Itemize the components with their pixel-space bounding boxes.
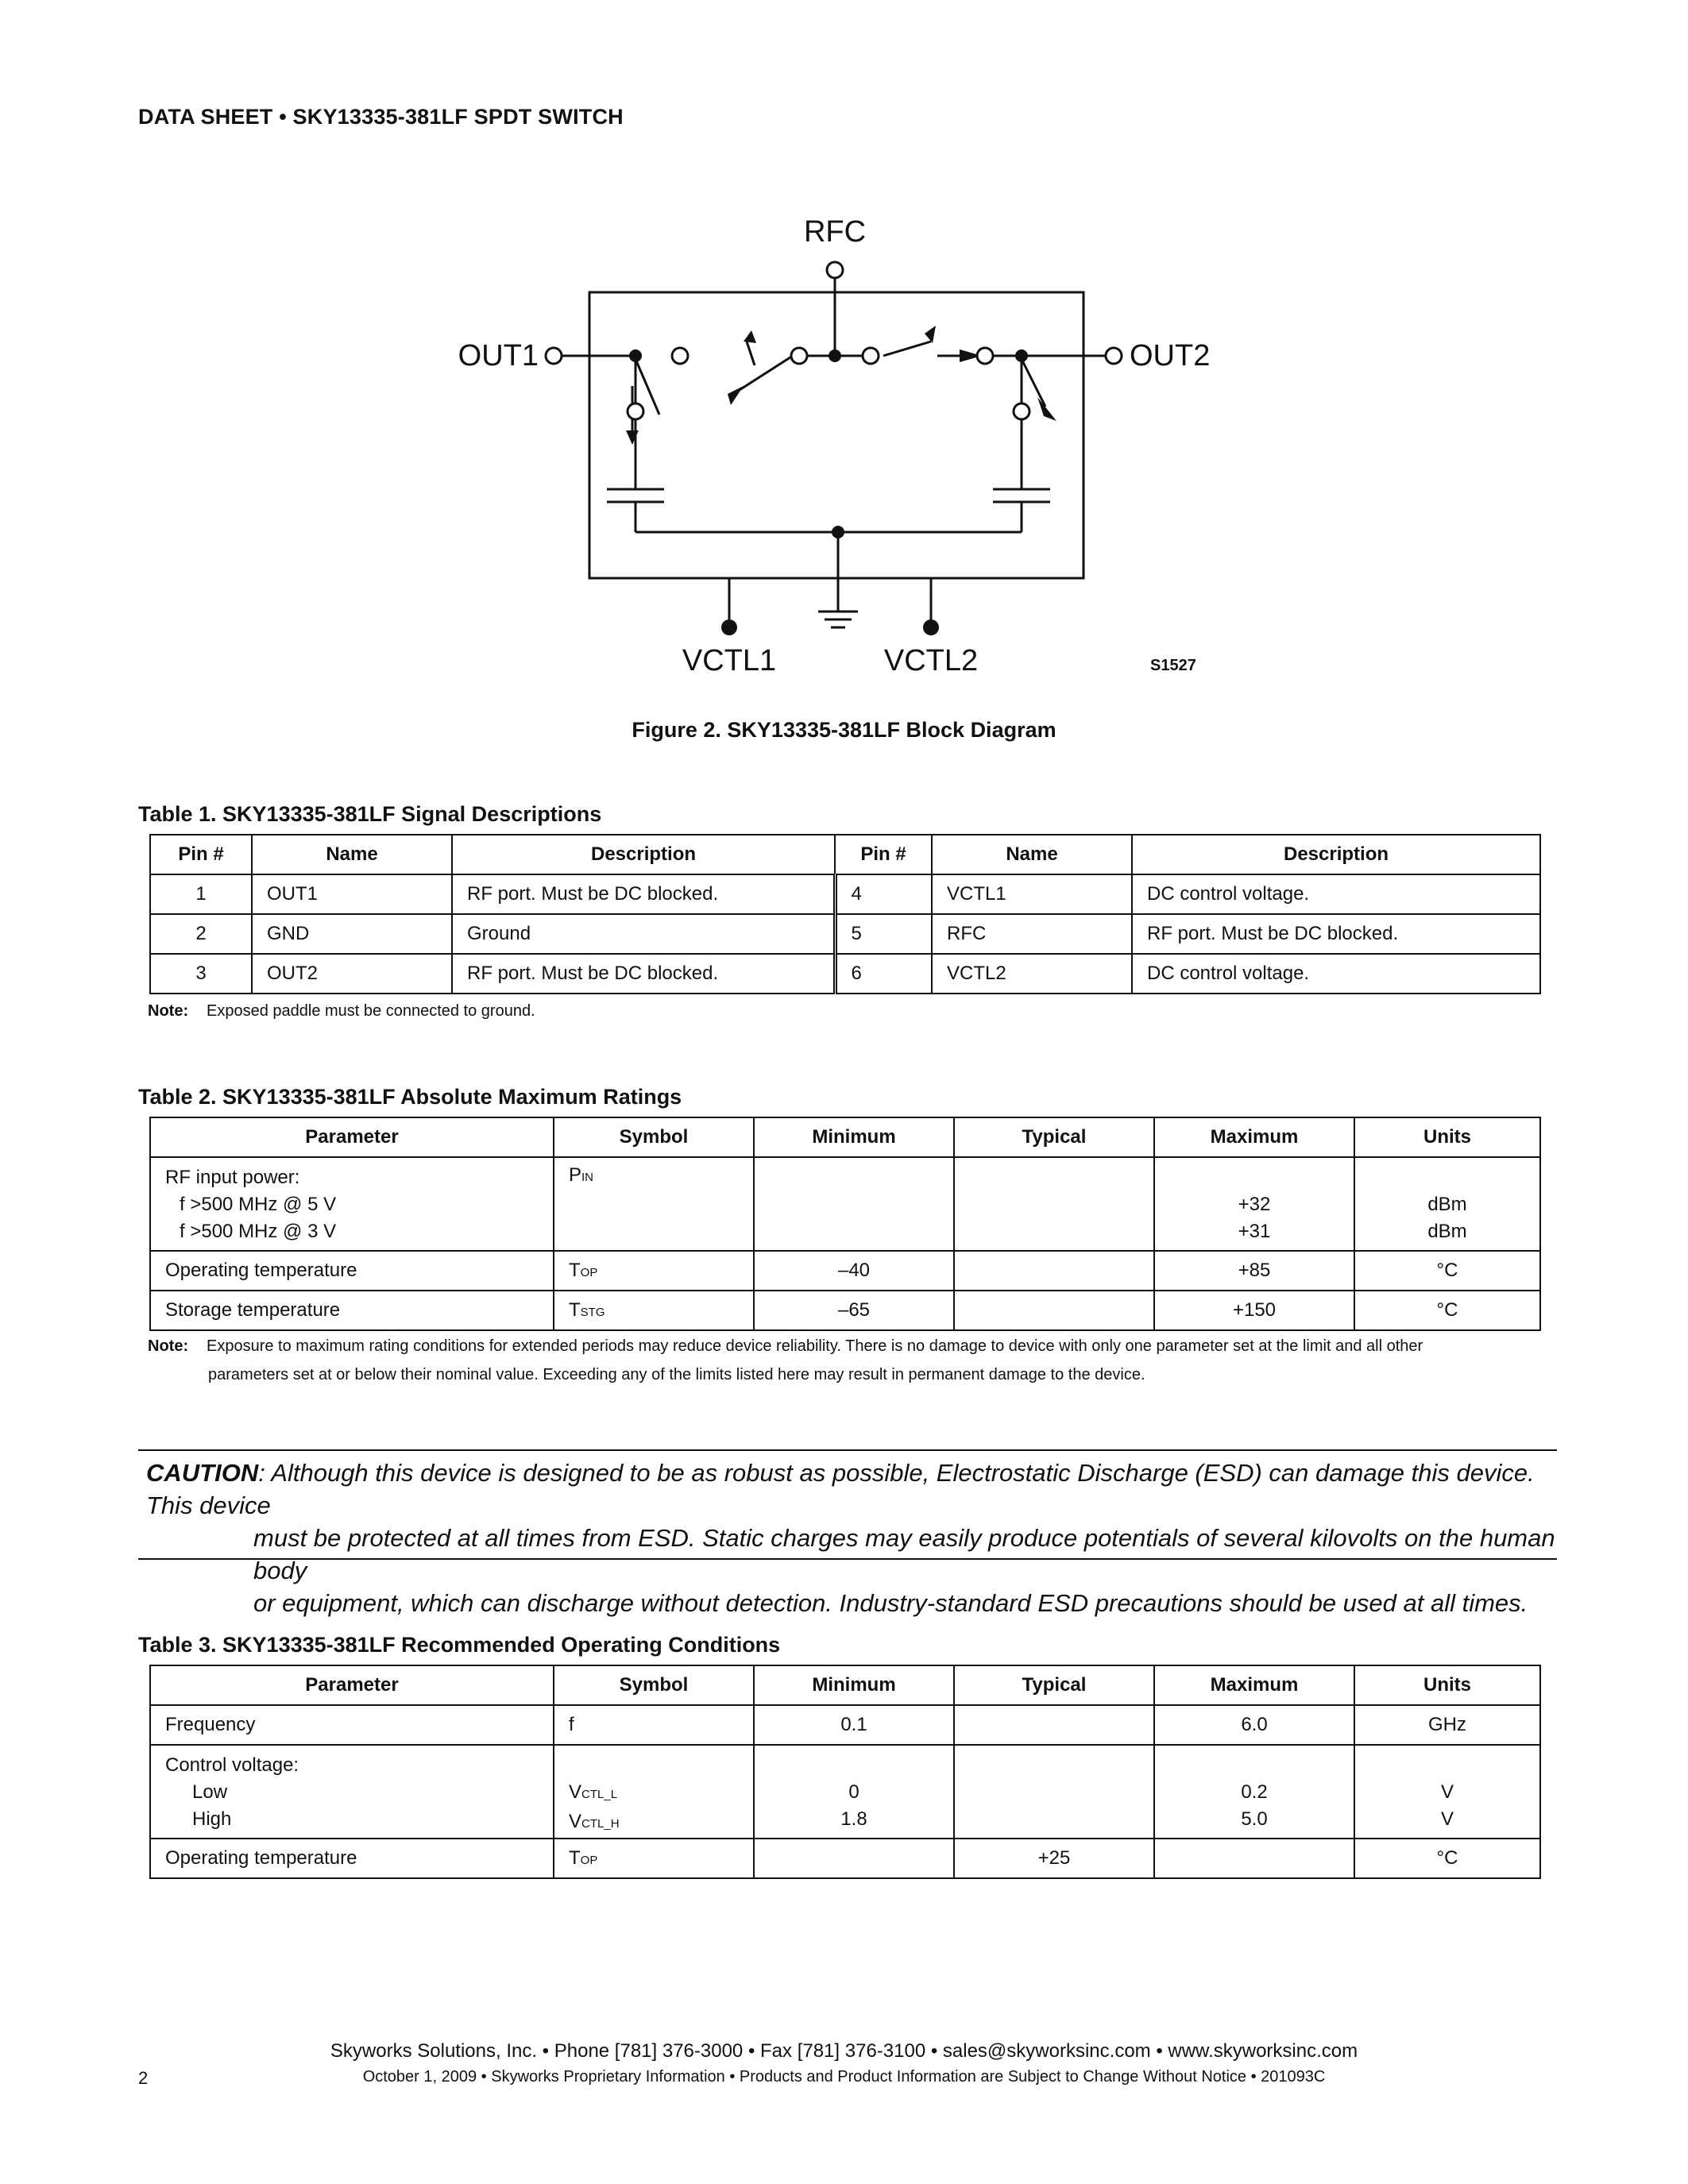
t1-cell: RF port. Must be DC blocked. xyxy=(1132,914,1540,954)
t1-cell: DC control voltage. xyxy=(1132,954,1540,994)
t2-header-min: Minimum xyxy=(754,1117,954,1157)
t2-cell: –65 xyxy=(754,1291,954,1330)
t3-cell xyxy=(1154,1745,1354,1839)
t3-header-typ: Typical xyxy=(954,1665,1154,1705)
page-number: 2 xyxy=(138,2068,149,2088)
t2-cell: °C xyxy=(1354,1291,1540,1330)
t2-cell xyxy=(954,1251,1154,1291)
rf-input-line1: f >500 MHz @ 5 V xyxy=(180,1194,337,1215)
table3 xyxy=(149,1665,1541,1879)
symbol: T xyxy=(569,1847,581,1869)
table2-title: Table 2. SKY13335-381LF Absolute Maximum Ratings xyxy=(138,1085,682,1109)
t2-cell xyxy=(754,1157,954,1251)
control-high: High xyxy=(192,1808,232,1830)
table-row xyxy=(150,874,1540,914)
table1-title: Table 1. SKY13335-381LF Signal Descriptions xyxy=(138,802,602,826)
t1-cell: OUT2 xyxy=(252,954,452,994)
t2-header-typ: Typical xyxy=(954,1117,1154,1157)
t3-cell: +25 xyxy=(954,1839,1154,1878)
t3-cell: °C xyxy=(1354,1839,1540,1878)
unit-value: V xyxy=(1440,1781,1454,1803)
t3-cell xyxy=(954,1745,1154,1839)
t3-header-symbol: Symbol xyxy=(554,1665,754,1705)
t1-cell: 2 xyxy=(150,914,252,954)
caution-label: CAUTION xyxy=(146,1459,259,1487)
symbol-sub: CTL_L xyxy=(581,1788,618,1801)
t1-cell: OUT1 xyxy=(252,874,452,914)
t1-header-desc: Description xyxy=(452,835,835,874)
table-row xyxy=(150,1745,1540,1839)
t1-cell: 4 xyxy=(835,874,932,914)
t2-cell: Storage temperature xyxy=(150,1291,554,1330)
table-row xyxy=(150,1839,1540,1878)
t3-header-min: Minimum xyxy=(754,1665,954,1705)
label-rfc: RFC xyxy=(803,215,867,249)
symbol: V xyxy=(569,1781,582,1803)
caution-line1: : Although this device is designed to be as robust as possible, Electrostatic Discharge (ESD) can damage this device. This device xyxy=(146,1459,1535,1519)
t1-cell: RF port. Must be DC blocked. xyxy=(452,874,835,914)
footer-legal: October 1, 2009 • Skyworks Proprietary Information • Products and Product Information are Subject to Change Without Notice • 201093C xyxy=(362,2068,1326,2086)
note-text: Exposure to maximum rating conditions for extended periods may reduce device reliability. There is no damage to device with only one parameter set at the limit and all other xyxy=(207,1337,1423,1355)
caution-text xyxy=(146,1457,1560,1619)
symbol-sub: CTL_H xyxy=(581,1817,620,1831)
t2-header-units: Units xyxy=(1354,1117,1540,1157)
min-value: 0 xyxy=(848,1781,859,1803)
t1-header-name2: Name xyxy=(932,835,1132,874)
caution-line3: or equipment, which can discharge without detection. Industry-standard ESD precautions should be used at all times. xyxy=(253,1589,1528,1617)
t1-cell: VCTL2 xyxy=(932,954,1132,994)
rf-input-label: RF input power: xyxy=(165,1167,300,1188)
t2-cell xyxy=(554,1291,754,1330)
table-row xyxy=(150,1291,1540,1330)
t2-cell xyxy=(1354,1157,1540,1251)
max-value: +31 xyxy=(1238,1221,1271,1242)
t1-cell: 1 xyxy=(150,874,252,914)
table-row xyxy=(150,914,1540,954)
control-low: Low xyxy=(192,1781,228,1803)
t3-cell xyxy=(554,1839,754,1878)
symbol-sub: OP xyxy=(580,1854,598,1867)
t3-cell xyxy=(754,1839,954,1878)
symbol: P xyxy=(569,1164,582,1186)
t3-cell xyxy=(554,1745,754,1839)
note-label: Note: xyxy=(148,1002,189,1020)
t2-cell xyxy=(554,1251,754,1291)
t1-cell: RFC xyxy=(932,914,1132,954)
table-row xyxy=(150,1157,1540,1251)
footer-contact: Skyworks Solutions, Inc. • Phone [781] 376-3000 • Fax [781] 376-3100 • sales@skyworksinc.com • www.skyworksinc.com xyxy=(330,2040,1358,2062)
symbol: T xyxy=(569,1299,581,1321)
table2 xyxy=(149,1117,1541,1331)
symbol: V xyxy=(569,1811,582,1832)
t1-header-pin2: Pin # xyxy=(835,835,932,874)
caution-line2: must be protected at all times from ESD. Static charges may easily produce potentials of several kilovolts on the human body xyxy=(253,1524,1555,1584)
t1-header-pin: Pin # xyxy=(150,835,252,874)
label-out1: OUT1 xyxy=(458,339,539,372)
label-out2: OUT2 xyxy=(1130,339,1211,372)
diagram-code: S1527 xyxy=(1150,657,1196,674)
label-vctl2: VCTL2 xyxy=(883,644,979,677)
t2-header-parameter: Parameter xyxy=(150,1117,554,1157)
t3-header-units: Units xyxy=(1354,1665,1540,1705)
block-diagram xyxy=(445,206,1239,683)
t1-cell: 6 xyxy=(835,954,932,994)
t1-header-name: Name xyxy=(252,835,452,874)
note-label: Note: xyxy=(148,1337,189,1355)
table1-note xyxy=(148,997,535,1024)
t1-cell: GND xyxy=(252,914,452,954)
max-value: 0.2 xyxy=(1241,1781,1268,1803)
table3-title: Table 3. SKY13335-381LF Recommended Operating Conditions xyxy=(138,1633,781,1657)
max-value: +32 xyxy=(1238,1194,1271,1215)
t3-cell xyxy=(954,1705,1154,1745)
t3-cell xyxy=(1354,1745,1540,1839)
t3-cell xyxy=(1154,1839,1354,1878)
t2-header-max: Maximum xyxy=(1154,1117,1354,1157)
symbol-sub: OP xyxy=(580,1266,598,1279)
t2-cell xyxy=(954,1291,1154,1330)
t3-header-max: Maximum xyxy=(1154,1665,1354,1705)
t3-cell xyxy=(754,1745,954,1839)
table-row xyxy=(150,1251,1540,1291)
rf-input-line2: f >500 MHz @ 3 V xyxy=(180,1221,337,1242)
t1-cell: 5 xyxy=(835,914,932,954)
t3-cell: Frequency xyxy=(150,1705,554,1745)
t2-cell xyxy=(1154,1157,1354,1251)
unit-value: dBm xyxy=(1427,1221,1467,1242)
note-text: Exposed paddle must be connected to ground. xyxy=(207,1002,535,1020)
t2-cell: °C xyxy=(1354,1251,1540,1291)
t3-cell xyxy=(150,1745,554,1839)
t3-cell: GHz xyxy=(1354,1705,1540,1745)
t2-cell: +85 xyxy=(1154,1251,1354,1291)
t1-cell: DC control voltage. xyxy=(1132,874,1540,914)
t3-cell: f xyxy=(554,1705,754,1745)
label-vctl1: VCTL1 xyxy=(682,644,777,677)
t2-cell: Operating temperature xyxy=(150,1251,554,1291)
t2-cell xyxy=(150,1157,554,1251)
symbol: T xyxy=(569,1260,581,1281)
table2-note xyxy=(148,1333,1423,1360)
max-value: 5.0 xyxy=(1241,1808,1268,1830)
unit-value: dBm xyxy=(1427,1194,1467,1215)
symbol-sub: IN xyxy=(581,1171,594,1184)
table2-note-line2: parameters set at or below their nominal value. Exceeding any of the limits listed here may result in permanent damage to the device. xyxy=(208,1366,1145,1383)
symbol-sub: STG xyxy=(580,1306,605,1319)
control-label: Control voltage: xyxy=(165,1754,299,1776)
t3-cell: Operating temperature xyxy=(150,1839,554,1878)
t1-cell: RF port. Must be DC blocked. xyxy=(452,954,835,994)
page-header: DATA SHEET • SKY13335-381LF SPDT SWITCH xyxy=(138,105,624,129)
figure-caption: Figure 2. SKY13335-381LF Block Diagram xyxy=(632,718,1056,742)
t3-header-parameter: Parameter xyxy=(150,1665,554,1705)
t3-cell: 0.1 xyxy=(754,1705,954,1745)
t1-header-desc2: Description xyxy=(1132,835,1540,874)
table1 xyxy=(149,834,1541,994)
unit-value: V xyxy=(1440,1808,1454,1830)
t1-cell: Ground xyxy=(452,914,835,954)
t2-cell: +150 xyxy=(1154,1291,1354,1330)
min-value: 1.8 xyxy=(840,1808,867,1830)
t1-cell: 3 xyxy=(150,954,252,994)
t3-cell: 6.0 xyxy=(1154,1705,1354,1745)
t2-cell xyxy=(954,1157,1154,1251)
t2-cell: –40 xyxy=(754,1251,954,1291)
table-row xyxy=(150,954,1540,994)
t2-cell xyxy=(554,1157,754,1251)
table-row xyxy=(150,1705,1540,1745)
t1-cell: VCTL1 xyxy=(932,874,1132,914)
t2-header-symbol: Symbol xyxy=(554,1117,754,1157)
